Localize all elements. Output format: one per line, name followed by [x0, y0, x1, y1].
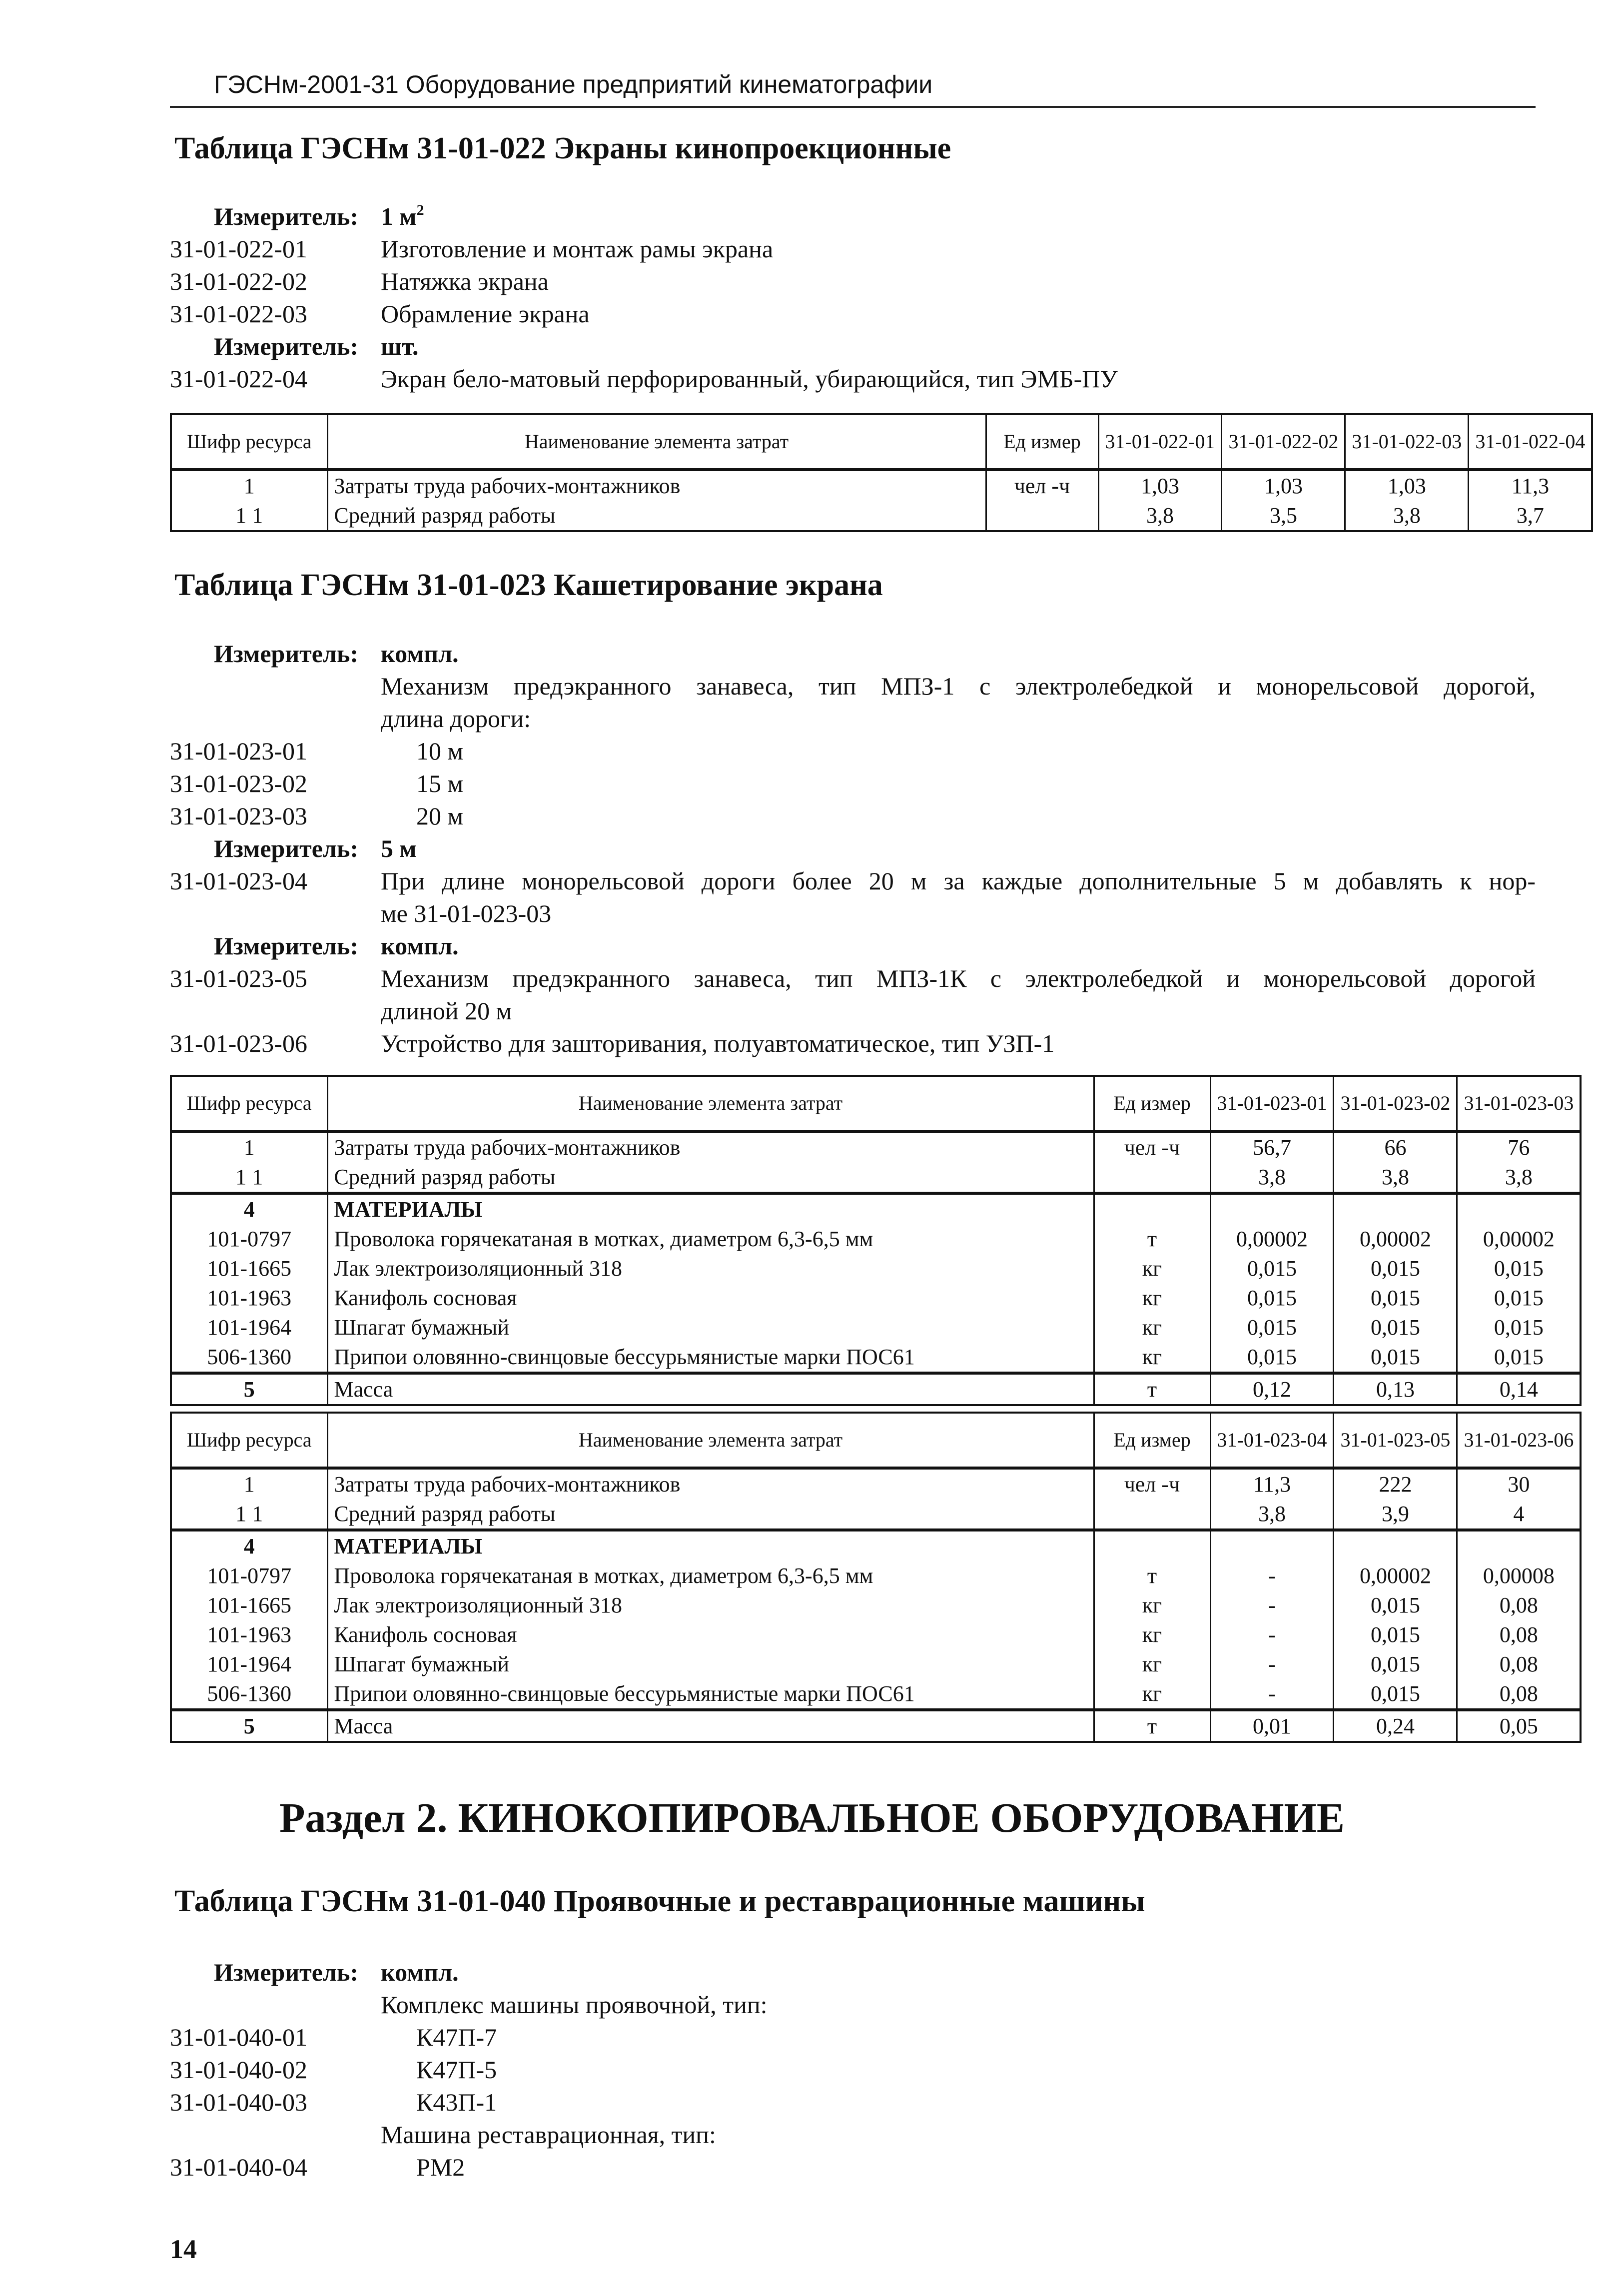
norm-line [170, 2086, 1536, 2119]
cost-element-name: Масса [327, 1373, 1094, 1405]
column-header: 31-01-023-03 [1457, 1076, 1581, 1131]
norm-text: длина дороги: [381, 705, 531, 733]
table-row [171, 1313, 1581, 1342]
norm-value: 3,8 [1210, 1499, 1334, 1530]
table-row [171, 1193, 1581, 1224]
unit: кг [1094, 1679, 1210, 1710]
norm-value: 3,9 [1334, 1499, 1457, 1530]
measure-value-text: 5 м [381, 834, 417, 862]
resource-code: 4 [171, 1193, 327, 1224]
measure-value-text: 1 м [381, 202, 417, 230]
norm-text: 20 м [416, 802, 464, 830]
norm-code: 31-01-023-06 [170, 1029, 307, 1057]
measure-value [381, 1956, 459, 1989]
norm-value: 66 [1334, 1131, 1457, 1162]
measure-value-text: компл. [381, 640, 459, 668]
unit: т [1094, 1710, 1210, 1742]
table-row [171, 1530, 1581, 1561]
cost-element-name: Средний разряд работы [327, 501, 986, 531]
cost-element-name: Лак электроизоляционный 318 [327, 1254, 1094, 1283]
norm-text: Механизм предэкранного занавеса, тип МПЗ-1 с электролебедкой и монорельсовой дорогой, [381, 672, 1536, 700]
norm-line [170, 265, 1536, 298]
measure-value [381, 200, 424, 233]
cost-element-name: Шпагат бумажный [327, 1649, 1094, 1679]
norm-value: 0,08 [1457, 1649, 1581, 1679]
resource-code: 5 [171, 1373, 327, 1405]
norm-value: 0,00002 [1334, 1561, 1457, 1590]
table-row [171, 470, 1592, 501]
norm-code: 31-01-040-01 [170, 2023, 307, 2051]
norm-text: РМ2 [416, 2153, 465, 2181]
column-header: Шифр ресурса [171, 1076, 327, 1131]
table-title-022: Таблица ГЭСНм 31-01-022 Экраны кинопроекционные [174, 131, 951, 165]
resource-code: 506-1360 [171, 1679, 327, 1710]
measure-label: Измеритель: [214, 1958, 359, 1986]
resource-code: 101-1963 [171, 1620, 327, 1649]
measure-value-text: шт. [381, 332, 419, 360]
norm-value: 0,00008 [1457, 1561, 1581, 1590]
resource-code: 101-1665 [171, 1254, 327, 1283]
norm-value: 3,8 [1210, 1162, 1334, 1193]
table-row [171, 1131, 1581, 1162]
norm-value: 0,08 [1457, 1590, 1581, 1620]
unit: чел -ч [1094, 1468, 1210, 1499]
norm-text: К47П-7 [416, 2023, 497, 2051]
column-header: Ед измер [1094, 1413, 1210, 1468]
norm-value [1334, 1530, 1457, 1561]
norm-line [170, 2119, 1536, 2151]
norm-code: 31-01-040-03 [170, 2088, 307, 2116]
measure-value [381, 930, 459, 962]
cost-element-name: Шпагат бумажный [327, 1313, 1094, 1342]
table-row [171, 1468, 1581, 1499]
norm-value: 0,015 [1210, 1313, 1334, 1342]
norm-line [170, 2151, 1536, 2184]
measure-unit-line [170, 832, 1536, 865]
norm-code: 31-01-022-01 [170, 235, 307, 263]
norm-value: 11,3 [1210, 1468, 1334, 1499]
norm-value: 3,8 [1098, 501, 1222, 531]
norm-text: 15 м [416, 769, 464, 797]
norm-value: 3,8 [1334, 1162, 1457, 1193]
running-header: ГЭСНм-2001-31 Оборудование предприятий кинематографии [214, 70, 933, 98]
norm-line [170, 897, 1536, 930]
cost-table [170, 1075, 1582, 1406]
table-row [171, 1710, 1581, 1742]
table-header-row [171, 1076, 1581, 1131]
norm-code: 31-01-040-04 [170, 2153, 307, 2181]
measure-unit-line [170, 330, 1536, 363]
norm-value: 0,015 [1210, 1342, 1334, 1373]
norm-value: 76 [1457, 1131, 1581, 1162]
measure-value [381, 832, 417, 865]
table-row [171, 1649, 1581, 1679]
norm-value: 3,7 [1469, 501, 1592, 531]
norm-text: Комплекс машины проявочной, тип: [381, 1991, 768, 2019]
measure-value [381, 330, 419, 363]
norm-value: 0,14 [1457, 1373, 1581, 1405]
norm-value: 0,24 [1334, 1710, 1457, 1742]
cost-element-name: Масса [327, 1710, 1094, 1742]
norm-value: 0,13 [1334, 1373, 1457, 1405]
norm-value: 0,00002 [1457, 1224, 1581, 1254]
norm-value: 0,12 [1210, 1373, 1334, 1405]
cost-element-name: Затраты труда рабочих-монтажников [327, 1131, 1094, 1162]
column-header: Ед измер [986, 414, 1098, 470]
unit: чел -ч [1094, 1131, 1210, 1162]
norm-value: 3,8 [1345, 501, 1469, 531]
column-header: Шифр ресурса [171, 414, 327, 470]
column-header: 31-01-022-02 [1222, 414, 1345, 470]
norm-line [170, 2021, 1536, 2054]
norm-line [170, 363, 1536, 395]
norm-line [170, 2054, 1536, 2086]
resource-code: 1 1 [171, 501, 327, 531]
cost-element-name: Средний разряд работы [327, 1162, 1094, 1193]
norm-value: 0,015 [1334, 1590, 1457, 1620]
norm-value: 1,03 [1345, 470, 1469, 501]
norm-value: 0,015 [1457, 1283, 1581, 1313]
table-row [171, 1561, 1581, 1590]
cost-element-name: МАТЕРИАЛЫ [327, 1193, 1094, 1224]
unit [1094, 1162, 1210, 1193]
norms-list-023 [170, 638, 1536, 1060]
measure-label: Измеритель: [214, 932, 359, 960]
norm-value: 0,015 [1457, 1342, 1581, 1373]
norm-value: 30 [1457, 1468, 1581, 1499]
table-row [171, 1254, 1581, 1283]
table-row [171, 1342, 1581, 1373]
measure-unit-line [170, 1956, 1536, 1989]
unit [986, 501, 1098, 531]
norm-line [170, 767, 1536, 800]
cost-table [170, 1412, 1582, 1743]
measure-value-text: компл. [381, 1958, 459, 1986]
norm-text: Экран бело-матовый перфорированный, убирающийся, тип ЭМБ-ПУ [381, 365, 1118, 393]
norm-value [1210, 1530, 1334, 1561]
column-header: Наименование элемента затрат [327, 1076, 1094, 1131]
norm-line [170, 735, 1536, 767]
table-title-040: Таблица ГЭСНм 31-01-040 Проявочные и реставрационные машины [174, 1884, 1145, 1918]
unit: кг [1094, 1649, 1210, 1679]
norm-value: 0,015 [1334, 1649, 1457, 1679]
norm-value [1457, 1530, 1581, 1561]
norm-line [170, 995, 1536, 1027]
measure-value [381, 638, 459, 670]
norm-value: 3,5 [1222, 501, 1345, 531]
norm-text: длиной 20 м [381, 997, 512, 1025]
resource-code: 101-0797 [171, 1561, 327, 1590]
norm-value: 0,015 [1334, 1679, 1457, 1710]
cost-element-name: Проволока горячекатаная в мотках, диаметром 6,3-6,5 мм [327, 1224, 1094, 1254]
norm-code: 31-01-023-01 [170, 737, 307, 765]
norm-code: 31-01-022-02 [170, 267, 307, 295]
table-row [171, 501, 1592, 531]
resource-code: 5 [171, 1710, 327, 1742]
norm-value: 0,015 [1334, 1620, 1457, 1649]
resource-code: 101-1963 [171, 1283, 327, 1313]
norm-line [170, 1027, 1536, 1060]
measure-unit-line [170, 930, 1536, 962]
resource-code: 101-0797 [171, 1224, 327, 1254]
column-header: Наименование элемента затрат [327, 1413, 1094, 1468]
norm-value: 11,3 [1469, 470, 1592, 501]
cost-table [170, 413, 1593, 532]
column-header: 31-01-022-01 [1098, 414, 1222, 470]
norm-value: - [1210, 1649, 1334, 1679]
resource-code: 1 [171, 1468, 327, 1499]
measure-unit-line [170, 200, 1536, 233]
cost-element-name: Припои оловянно-свинцовые бессурьмянистые марки ПОС61 [327, 1342, 1094, 1373]
norm-text: К47П-5 [416, 2056, 497, 2084]
table-row [171, 1224, 1581, 1254]
norm-text: ме 31-01-023-03 [381, 899, 552, 927]
unit [1094, 1530, 1210, 1561]
table-header-row [171, 1413, 1581, 1468]
norm-code: 31-01-023-03 [170, 802, 307, 830]
unit: кг [1094, 1254, 1210, 1283]
resource-code: 1 [171, 470, 327, 501]
norm-line [170, 298, 1536, 330]
norm-text: Изготовление и монтаж рамы экрана [381, 235, 774, 263]
column-header: Наименование элемента затрат [327, 414, 986, 470]
unit: т [1094, 1561, 1210, 1590]
norm-code: 31-01-022-04 [170, 365, 307, 393]
norm-value: 0,05 [1457, 1710, 1581, 1742]
norm-value: 0,015 [1334, 1254, 1457, 1283]
table-row [171, 1620, 1581, 1649]
cost-element-name: Канифоль сосновая [327, 1620, 1094, 1649]
cost-element-name: Лак электроизоляционный 318 [327, 1590, 1094, 1620]
table-row [171, 1283, 1581, 1313]
table-row [171, 1590, 1581, 1620]
column-header: 31-01-022-03 [1345, 414, 1469, 470]
measure-value-text: компл. [381, 932, 459, 960]
norms-list-040 [170, 1956, 1536, 2184]
norm-code: 31-01-022-03 [170, 300, 307, 328]
norm-text: При длине монорельсовой дороги более 20 м за каждые дополнительные 5 м добавлять к нор- [381, 867, 1536, 895]
resource-code: 101-1964 [171, 1649, 327, 1679]
norm-text: Натяжка экрана [381, 267, 549, 295]
resource-code: 1 1 [171, 1162, 327, 1193]
norm-text: 10 м [416, 737, 464, 765]
norm-text: К43П-1 [416, 2088, 497, 2116]
norm-text: Обрамление экрана [381, 300, 590, 328]
norm-value: 1,03 [1222, 470, 1345, 501]
measure-unit-line [170, 638, 1536, 670]
column-header: 31-01-023-05 [1334, 1413, 1457, 1468]
section-heading: Раздел 2. КИНОКОПИРОВАЛЬНОЕ ОБОРУДОВАНИЕ [279, 1795, 1345, 1841]
norm-value [1334, 1193, 1457, 1224]
norm-value: - [1210, 1620, 1334, 1649]
column-header: 31-01-022-04 [1469, 414, 1592, 470]
resource-code: 101-1964 [171, 1313, 327, 1342]
table-row [171, 1499, 1581, 1530]
unit: кг [1094, 1342, 1210, 1373]
unit: т [1094, 1224, 1210, 1254]
norm-value: 3,8 [1457, 1162, 1581, 1193]
table-row [171, 1373, 1581, 1405]
norm-value: 0,015 [1210, 1283, 1334, 1313]
norm-value: 0,015 [1210, 1254, 1334, 1283]
norm-value: 4 [1457, 1499, 1581, 1530]
norm-value [1210, 1193, 1334, 1224]
norm-value: 0,01 [1210, 1710, 1334, 1742]
table-header-row [171, 414, 1592, 470]
unit [1094, 1193, 1210, 1224]
norm-value: 0,015 [1334, 1342, 1457, 1373]
table-row [171, 1679, 1581, 1710]
norm-value: 0,015 [1334, 1313, 1457, 1342]
unit: т [1094, 1373, 1210, 1405]
column-header: 31-01-023-06 [1457, 1413, 1581, 1468]
norm-value: 1,03 [1098, 470, 1222, 501]
header-rule [170, 106, 1536, 108]
unit: кг [1094, 1313, 1210, 1342]
resource-code: 1 1 [171, 1499, 327, 1530]
cost-element-name: Средний разряд работы [327, 1499, 1094, 1530]
cost-element-name: МАТЕРИАЛЫ [327, 1530, 1094, 1561]
unit: кг [1094, 1590, 1210, 1620]
norm-line [170, 800, 1536, 832]
unit [1094, 1499, 1210, 1530]
resource-code: 101-1665 [171, 1590, 327, 1620]
norm-code: 31-01-023-04 [170, 867, 307, 895]
norm-value [1457, 1193, 1581, 1224]
norm-value: - [1210, 1590, 1334, 1620]
column-header: 31-01-023-04 [1210, 1413, 1334, 1468]
norm-value: 222 [1334, 1468, 1457, 1499]
table-row [171, 1162, 1581, 1193]
cost-element-name: Затраты труда рабочих-монтажников [327, 470, 986, 501]
norm-value: - [1210, 1679, 1334, 1710]
norm-line [170, 865, 1536, 897]
norm-code: 31-01-023-05 [170, 964, 307, 992]
norm-value: 0,08 [1457, 1679, 1581, 1710]
norm-value: 0,00002 [1334, 1224, 1457, 1254]
measure-label: Измеритель: [214, 332, 359, 360]
norm-value: 0,015 [1457, 1254, 1581, 1283]
measure-label: Измеритель: [214, 202, 359, 230]
unit: кг [1094, 1620, 1210, 1649]
norm-value: 56,7 [1210, 1131, 1334, 1162]
resource-code: 1 [171, 1131, 327, 1162]
norm-text: Устройство для зашторивания, полуавтоматическое, тип УЗП-1 [381, 1029, 1055, 1057]
cost-element-name: Проволока горячекатаная в мотках, диаметром 6,3-6,5 мм [327, 1561, 1094, 1590]
norm-code: 31-01-023-02 [170, 769, 307, 797]
measure-superscript: 2 [416, 202, 424, 218]
column-header: 31-01-023-01 [1210, 1076, 1334, 1131]
norm-text: Механизм предэкранного занавеса, тип МПЗ-1К с электролебедкой и монорельсовой дорогой [381, 964, 1536, 992]
norms-list-022 [170, 200, 1536, 395]
unit: кг [1094, 1283, 1210, 1313]
table-title-023: Таблица ГЭСНм 31-01-023 Кашетирование экрана [174, 568, 883, 602]
norm-value: 0,00002 [1210, 1224, 1334, 1254]
norm-line [170, 962, 1536, 995]
norm-value: - [1210, 1561, 1334, 1590]
norm-value: 0,015 [1334, 1283, 1457, 1313]
resource-code: 506-1360 [171, 1342, 327, 1373]
measure-label: Измеритель: [214, 640, 359, 668]
cost-element-name: Затраты труда рабочих-монтажников [327, 1468, 1094, 1499]
unit: чел -ч [986, 470, 1098, 501]
norm-code: 31-01-040-02 [170, 2056, 307, 2084]
resource-code: 4 [171, 1530, 327, 1561]
page-number: 14 [170, 2234, 197, 2264]
norm-line [170, 670, 1536, 703]
norm-line [170, 703, 1536, 735]
measure-label: Измеритель: [214, 834, 359, 862]
norm-value: 0,08 [1457, 1620, 1581, 1649]
norm-line [170, 1989, 1536, 2021]
norm-line [170, 233, 1536, 265]
cost-element-name: Канифоль сосновая [327, 1283, 1094, 1313]
cost-element-name: Припои оловянно-свинцовые бессурьмянистые марки ПОС61 [327, 1679, 1094, 1710]
norm-value: 0,015 [1457, 1313, 1581, 1342]
column-header: Шифр ресурса [171, 1413, 327, 1468]
norm-text: Машина реставрационная, тип: [381, 2121, 716, 2149]
column-header: 31-01-023-02 [1334, 1076, 1457, 1131]
column-header: Ед измер [1094, 1076, 1210, 1131]
